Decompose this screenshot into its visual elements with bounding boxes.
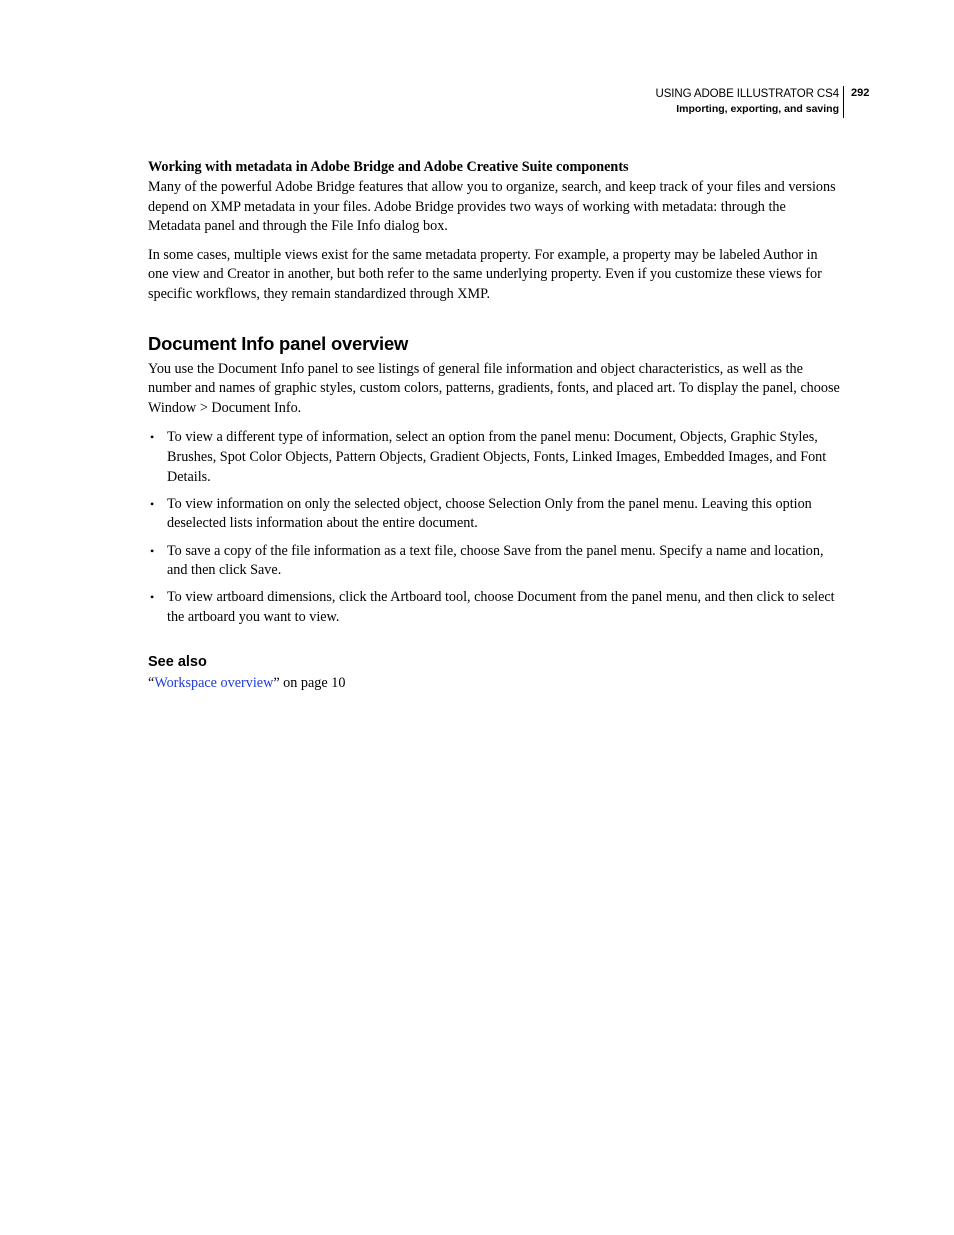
xref-suffix: ” on page 10 — [273, 675, 346, 692]
list-item-text: To save a copy of the file information as a text file, choose Save from the panel menu. Specify a name and location, and then click Save. — [167, 542, 824, 579]
intro-paragraph: You use the Document Info panel to see listings of general file information and object characteristics, as well as the number and names of graphic styles, custom colors, patterns, gradients, fonts, and placed art. To display the panel, choose Window > Document Info. — [148, 360, 840, 416]
list-item — [148, 495, 840, 534]
open-quote: “ — [148, 675, 155, 692]
bullet-glyph: • — [150, 430, 155, 445]
bullet-list — [148, 428, 840, 627]
bullet-glyph: • — [150, 496, 155, 511]
cross-reference — [148, 674, 840, 694]
list-item — [148, 588, 840, 627]
bullet-glyph: • — [150, 543, 155, 558]
list-item — [148, 428, 840, 487]
running-header-title: USING ADOBE ILLUSTRATOR CS4 — [655, 88, 839, 100]
list-item-text: To view a different type of information, select an option from the panel menu: Document, Objects, Graphic Styles, Brushes, Spot Color Objects, Pattern Objects, Gradient Objects, Fonts, Linked Images, Embedded Images, and Font Details. — [167, 429, 827, 485]
running-header — [656, 86, 844, 118]
list-item-text: To view information on only the selected object, choose Selection Only from the panel menu. Leaving this option deselected lists information about the entire document. — [167, 495, 812, 532]
workspace-overview-link[interactable]: Workspace overview — [154, 675, 274, 692]
main-content — [148, 158, 840, 694]
bullet-glyph: • — [150, 590, 155, 605]
section-title: Document Info panel overview — [148, 332, 409, 354]
list-item — [148, 542, 840, 581]
see-also-heading: See also — [148, 654, 207, 671]
list-item-text: To view artboard dimensions, click the Artboard tool, choose Document from the panel menu, and then click to select the artboard you want to view. — [167, 589, 835, 625]
metadata-paragraph-2: In some cases, multiple views exist for the same metadata property. For example, a property may be labeled Author in one view and Creator in another, but both refer to the same underlying property. Even if you customize these views for specific workflows, they remain standardized through XMP. — [148, 246, 822, 302]
running-header-section: Importing, exporting, and saving — [676, 103, 839, 115]
metadata-paragraph-1: Many of the powerful Adobe Bridge features that allow you to organize, search, and keep track of your files and versions depend on XMP metadata in your files. Adobe Bridge provides two ways of working with metadata: through the Metadata panel and through the File Info dialog box. — [148, 179, 836, 235]
page-number: 292 — [851, 87, 870, 99]
metadata-subheading: Working with metadata in Adobe Bridge and Adobe Creative Suite components — [148, 159, 629, 175]
